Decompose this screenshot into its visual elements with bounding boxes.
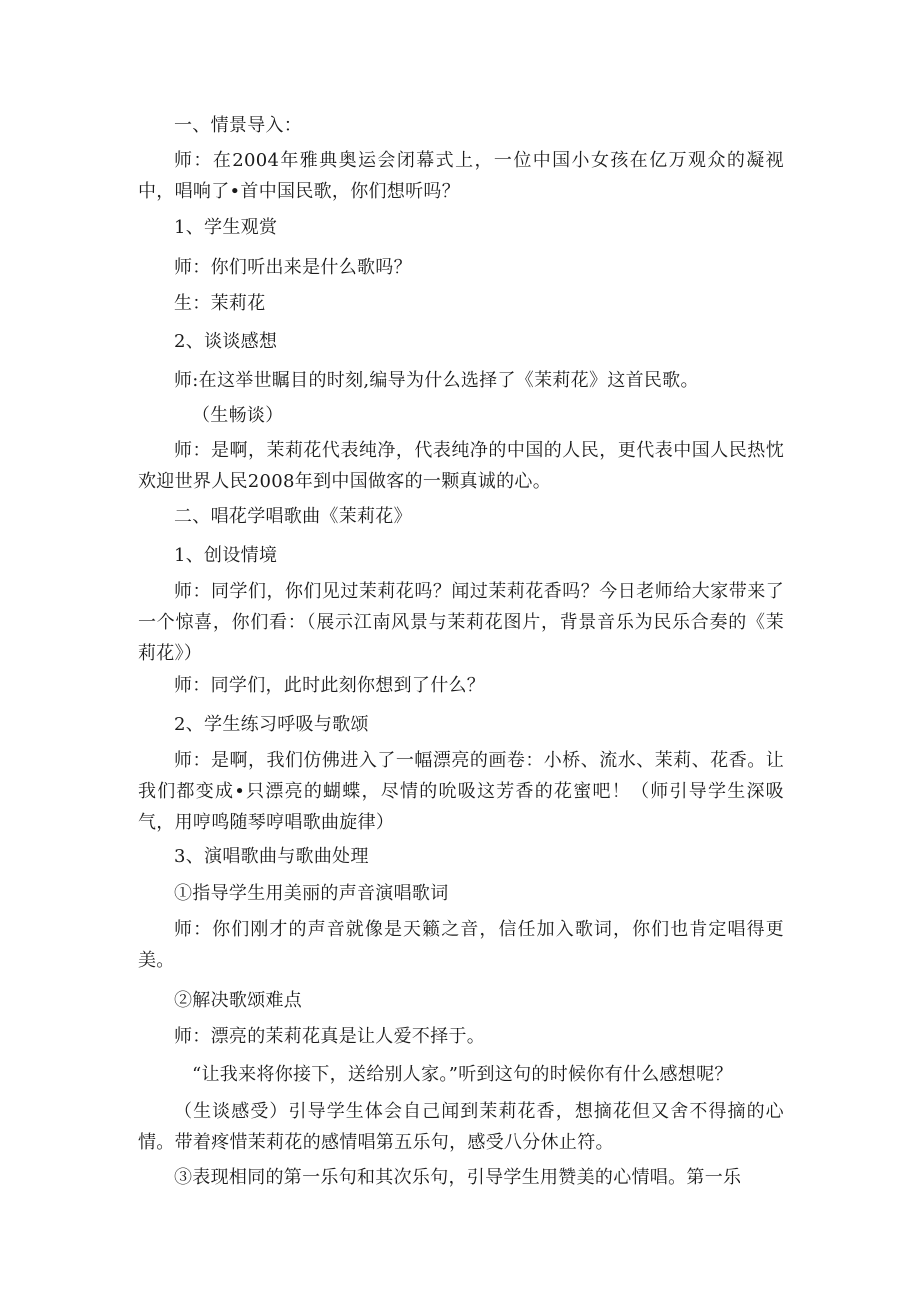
section-heading-intro: 一、情景导入： <box>174 115 303 136</box>
section-heading-song: 二、唱花学唱歌曲《茉莉花》 <box>174 506 412 527</box>
paragraph: 师：你们刚才的声音就像是天籁之音，信任加入歌词，你们也肯定唱得更美。 <box>138 919 784 971</box>
paragraph: 师：你们听出来是什么歌吗？ <box>174 257 412 278</box>
paragraph: “让我来将你接下，送给别人家。”听到这句的时候你有什么感想呢？ <box>192 1064 733 1085</box>
paragraph: 师：是啊，我们仿佛进入了一幅漂亮的画卷：小桥、流水、茉莉、花香。让我们都变成•只漂亮的蝴蝶，尽情的吮吸这芳香的花蜜吧！（师引导学生深吸气，用哼鸣随琴哼唱歌曲旋律） <box>138 750 784 833</box>
paragraph: ③表现相同的第一乐句和其次乐句，引导学生用赞美的心情唱。第一乐 <box>174 1167 742 1188</box>
paragraph: 师：是啊，茉莉花代表纯净，代表纯净的中国的人民，更代表中国人民热忱欢迎世界人民2008年到中国做客的一颗真诚的心。 <box>138 440 784 492</box>
paragraph: 师：漂亮的茉莉花真是让人爱不择于。 <box>174 1026 486 1047</box>
subheading: 2、谈谈感想 <box>174 331 278 352</box>
paragraph: 师：同学们，此时此刻你想到了什么？ <box>174 675 486 696</box>
paragraph: （生畅谈） <box>192 405 284 426</box>
paragraph: 生：茉莉花 <box>174 293 266 314</box>
paragraph: ②解决歌颂难点 <box>174 990 303 1011</box>
subheading: 1、创设情境 <box>174 545 278 566</box>
paragraph: 师：在2004年雅典奥运会闭幕式上，一位中国小女孩在亿万观众的凝视中，唱响了•首中国民歌，你们想听吗？ <box>138 150 784 202</box>
subheading: 1、学生观赏 <box>174 217 278 238</box>
paragraph: （生谈感受）引导学生体会自己闻到茉莉花香，想摘花但又舍不得摘的心情。带着疼惜茉莉花的感情唱第五乐句，感受八分休止符。 <box>138 1101 784 1153</box>
subheading: 2、学生练习呼吸与歌颂 <box>174 714 369 735</box>
subheading: 3、演唱歌曲与歌曲处理 <box>174 846 369 867</box>
paragraph: ①指导学生用美丽的声音演唱歌词 <box>174 883 449 904</box>
paragraph: 师：同学们，你们见过茉莉花吗？闻过茉莉花香吗？今日老师给大家带来了一个惊喜，你们看：（展示江南风景与茉莉花图片，背景音乐为民乐合奏的《茉莉花》） <box>138 581 784 664</box>
paragraph: 师:在这举世瞩目的时刻,编导为什么选择了《茉莉花》这首民歌。 <box>174 370 699 391</box>
